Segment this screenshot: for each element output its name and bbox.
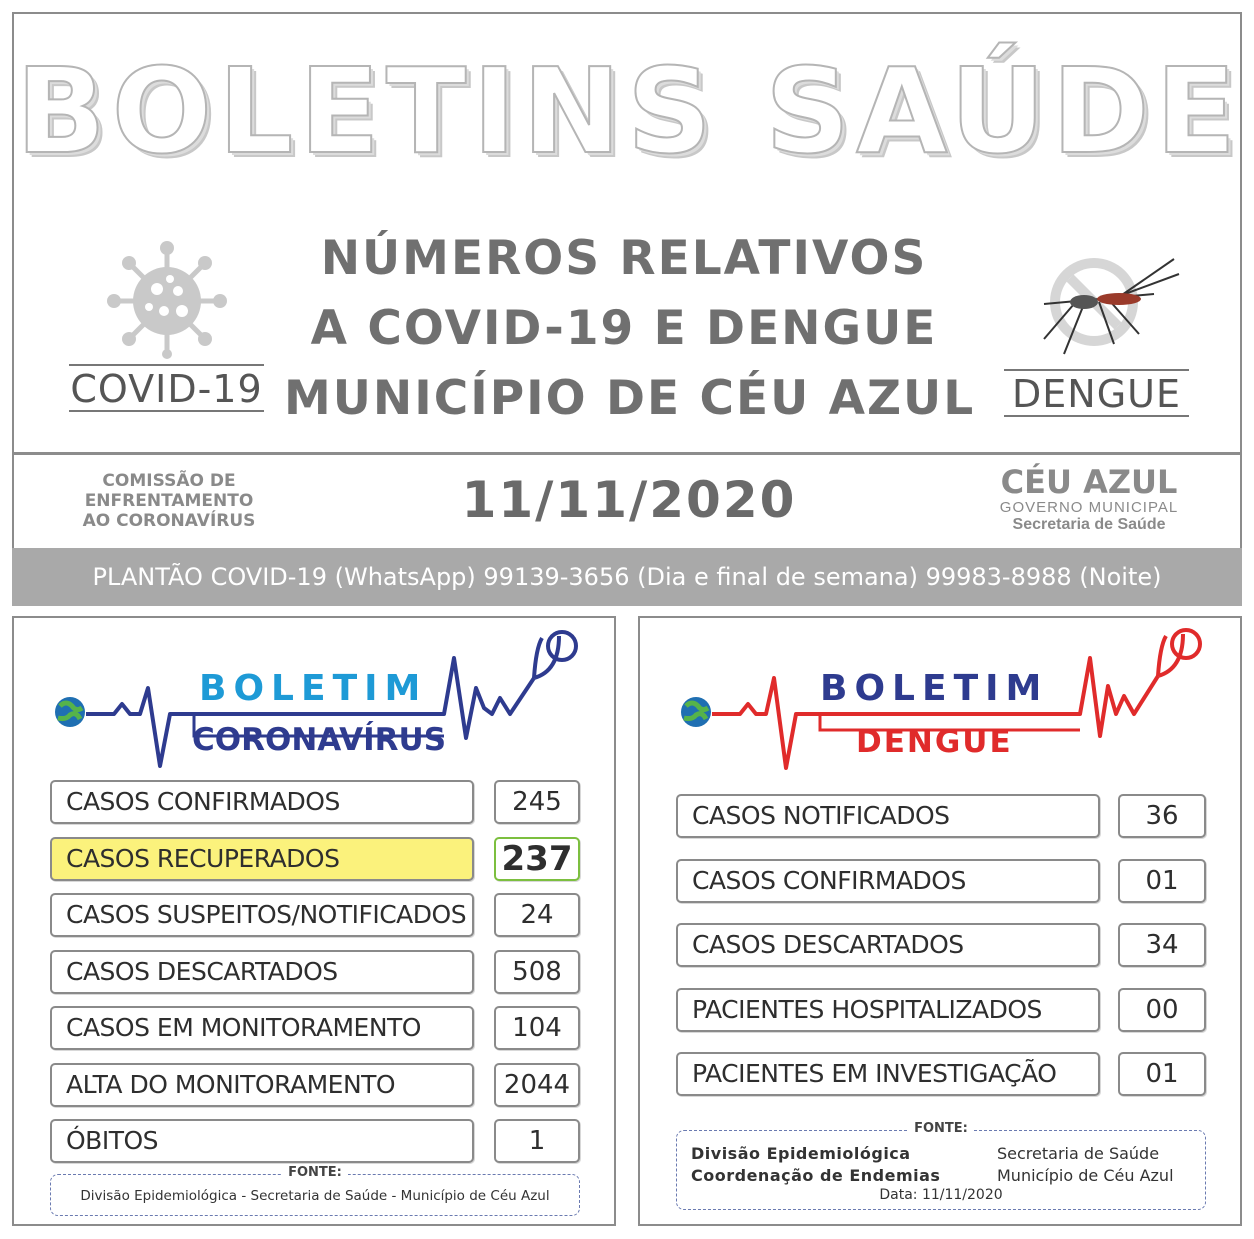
stethoscope-icon <box>1158 630 1200 676</box>
dengue-logo <box>1004 254 1189 417</box>
dengue-source-left-2: Coordenação de Endemias <box>691 1166 941 1185</box>
stethoscope-icon <box>534 632 576 678</box>
commission-line-2: ENFRENTAMENTO <box>84 491 254 511</box>
dengue-source-left-1: Divisão Epidemiológica <box>691 1144 911 1163</box>
subheader-section <box>12 452 1242 550</box>
dengue-panel <box>638 616 1242 1226</box>
covid-source-text: Divisão Epidemiológica - Secretaria de Saúde - Município de Céu Azul <box>80 1188 550 1204</box>
dengue-row-value: 36 <box>1118 794 1206 838</box>
city-name: CÉU AZUL <box>1000 463 1178 501</box>
covid-row-value: 104 <box>494 1006 580 1050</box>
covid-row-label: CASOS DESCARTADOS <box>50 950 474 994</box>
covid-source <box>50 1165 580 1216</box>
covid-row-label: ÓBITOS <box>50 1119 474 1163</box>
dengue-source-right-1: Secretaria de Saúde <box>997 1144 1160 1163</box>
globe-icon <box>681 697 711 727</box>
covid-row-label: CASOS EM MONITORAMENTO <box>50 1006 474 1050</box>
covid-boletim-title: BOLETIM <box>199 668 428 709</box>
dengue-source <box>676 1121 1206 1210</box>
dengue-source-right <box>997 1143 1174 1187</box>
page-title: BOLETINS SAÚDE <box>15 42 1243 180</box>
covid-logo <box>69 239 264 412</box>
covid-caption: COVID-19 <box>69 364 264 412</box>
covid-row-label: CASOS SUSPEITOS/NOTIFICADOS <box>50 893 474 937</box>
covid-row-value: 1 <box>494 1119 580 1163</box>
department-label: Secretaria de Saúde <box>1012 516 1166 533</box>
dengue-row-value: 01 <box>1118 859 1206 903</box>
covid-row-value: 237 <box>494 837 580 881</box>
commission-label <box>69 471 269 531</box>
bulletin-date: 11/11/2020 <box>461 471 797 529</box>
covid-source-title: FONTE: <box>282 1165 348 1180</box>
dengue-source-right-2: Município de Céu Azul <box>997 1166 1174 1185</box>
dengue-row-label: CASOS DESCARTADOS <box>676 923 1100 967</box>
subtitle-line-3: MUNICÍPIO DE CÉU AZUL <box>284 371 976 426</box>
subtitle-line-1: NÚMEROS RELATIVOS <box>320 231 928 286</box>
commission-line-1: COMISSÃO DE <box>102 471 236 491</box>
globe-icon <box>55 697 85 727</box>
covid-row-label: CASOS CONFIRMADOS <box>50 780 474 824</box>
subtitle-line-2: A COVID-19 E DENGUE <box>310 301 938 356</box>
dengue-row-value: 34 <box>1118 923 1206 967</box>
covid-row-value: 508 <box>494 950 580 994</box>
covid-row-label: CASOS RECUPERADOS <box>50 837 474 881</box>
covid-row-label: ALTA DO MONITORAMENTO <box>50 1063 474 1107</box>
subtitle <box>284 224 976 434</box>
dengue-row-label: CASOS CONFIRMADOS <box>676 859 1100 903</box>
covid-panel <box>12 616 616 1226</box>
phone-bar: PLANTÃO COVID-19 (WhatsApp) 99139-3656 (Dia e final de semana) 99983-8988 (Noite) <box>12 548 1242 606</box>
city-logo <box>974 465 1204 534</box>
dengue-row-label: PACIENTES EM INVESTIGAÇÃO <box>676 1052 1100 1096</box>
dengue-caption: DENGUE <box>1004 369 1189 417</box>
covid-row-value: 24 <box>494 893 580 937</box>
virus-icon <box>102 239 232 359</box>
dengue-boletim-subtitle: DENGUE <box>856 724 1013 760</box>
covid-row-value: 245 <box>494 780 580 824</box>
dengue-row-label: PACIENTES HOSPITALIZADOS <box>676 988 1100 1032</box>
dengue-row-label: CASOS NOTIFICADOS <box>676 794 1100 838</box>
government-label: GOVERNO MUNICIPAL <box>999 499 1179 516</box>
commission-line-3: AO CORONAVÍRUS <box>82 511 256 531</box>
dengue-source-date: Data: 11/11/2020 <box>879 1187 1003 1203</box>
dengue-boletim-title: BOLETIM <box>820 668 1049 709</box>
dengue-row-value: 00 <box>1118 988 1206 1032</box>
header-section <box>12 12 1242 454</box>
dengue-row-value: 01 <box>1118 1052 1206 1096</box>
dengue-source-title: FONTE: <box>908 1121 974 1136</box>
dengue-source-left <box>691 1143 940 1187</box>
mosquito-prohibited-icon <box>1004 254 1189 364</box>
covid-row-value: 2044 <box>494 1063 580 1107</box>
covid-boletim-subtitle: CORONAVÍRUS <box>192 722 447 758</box>
